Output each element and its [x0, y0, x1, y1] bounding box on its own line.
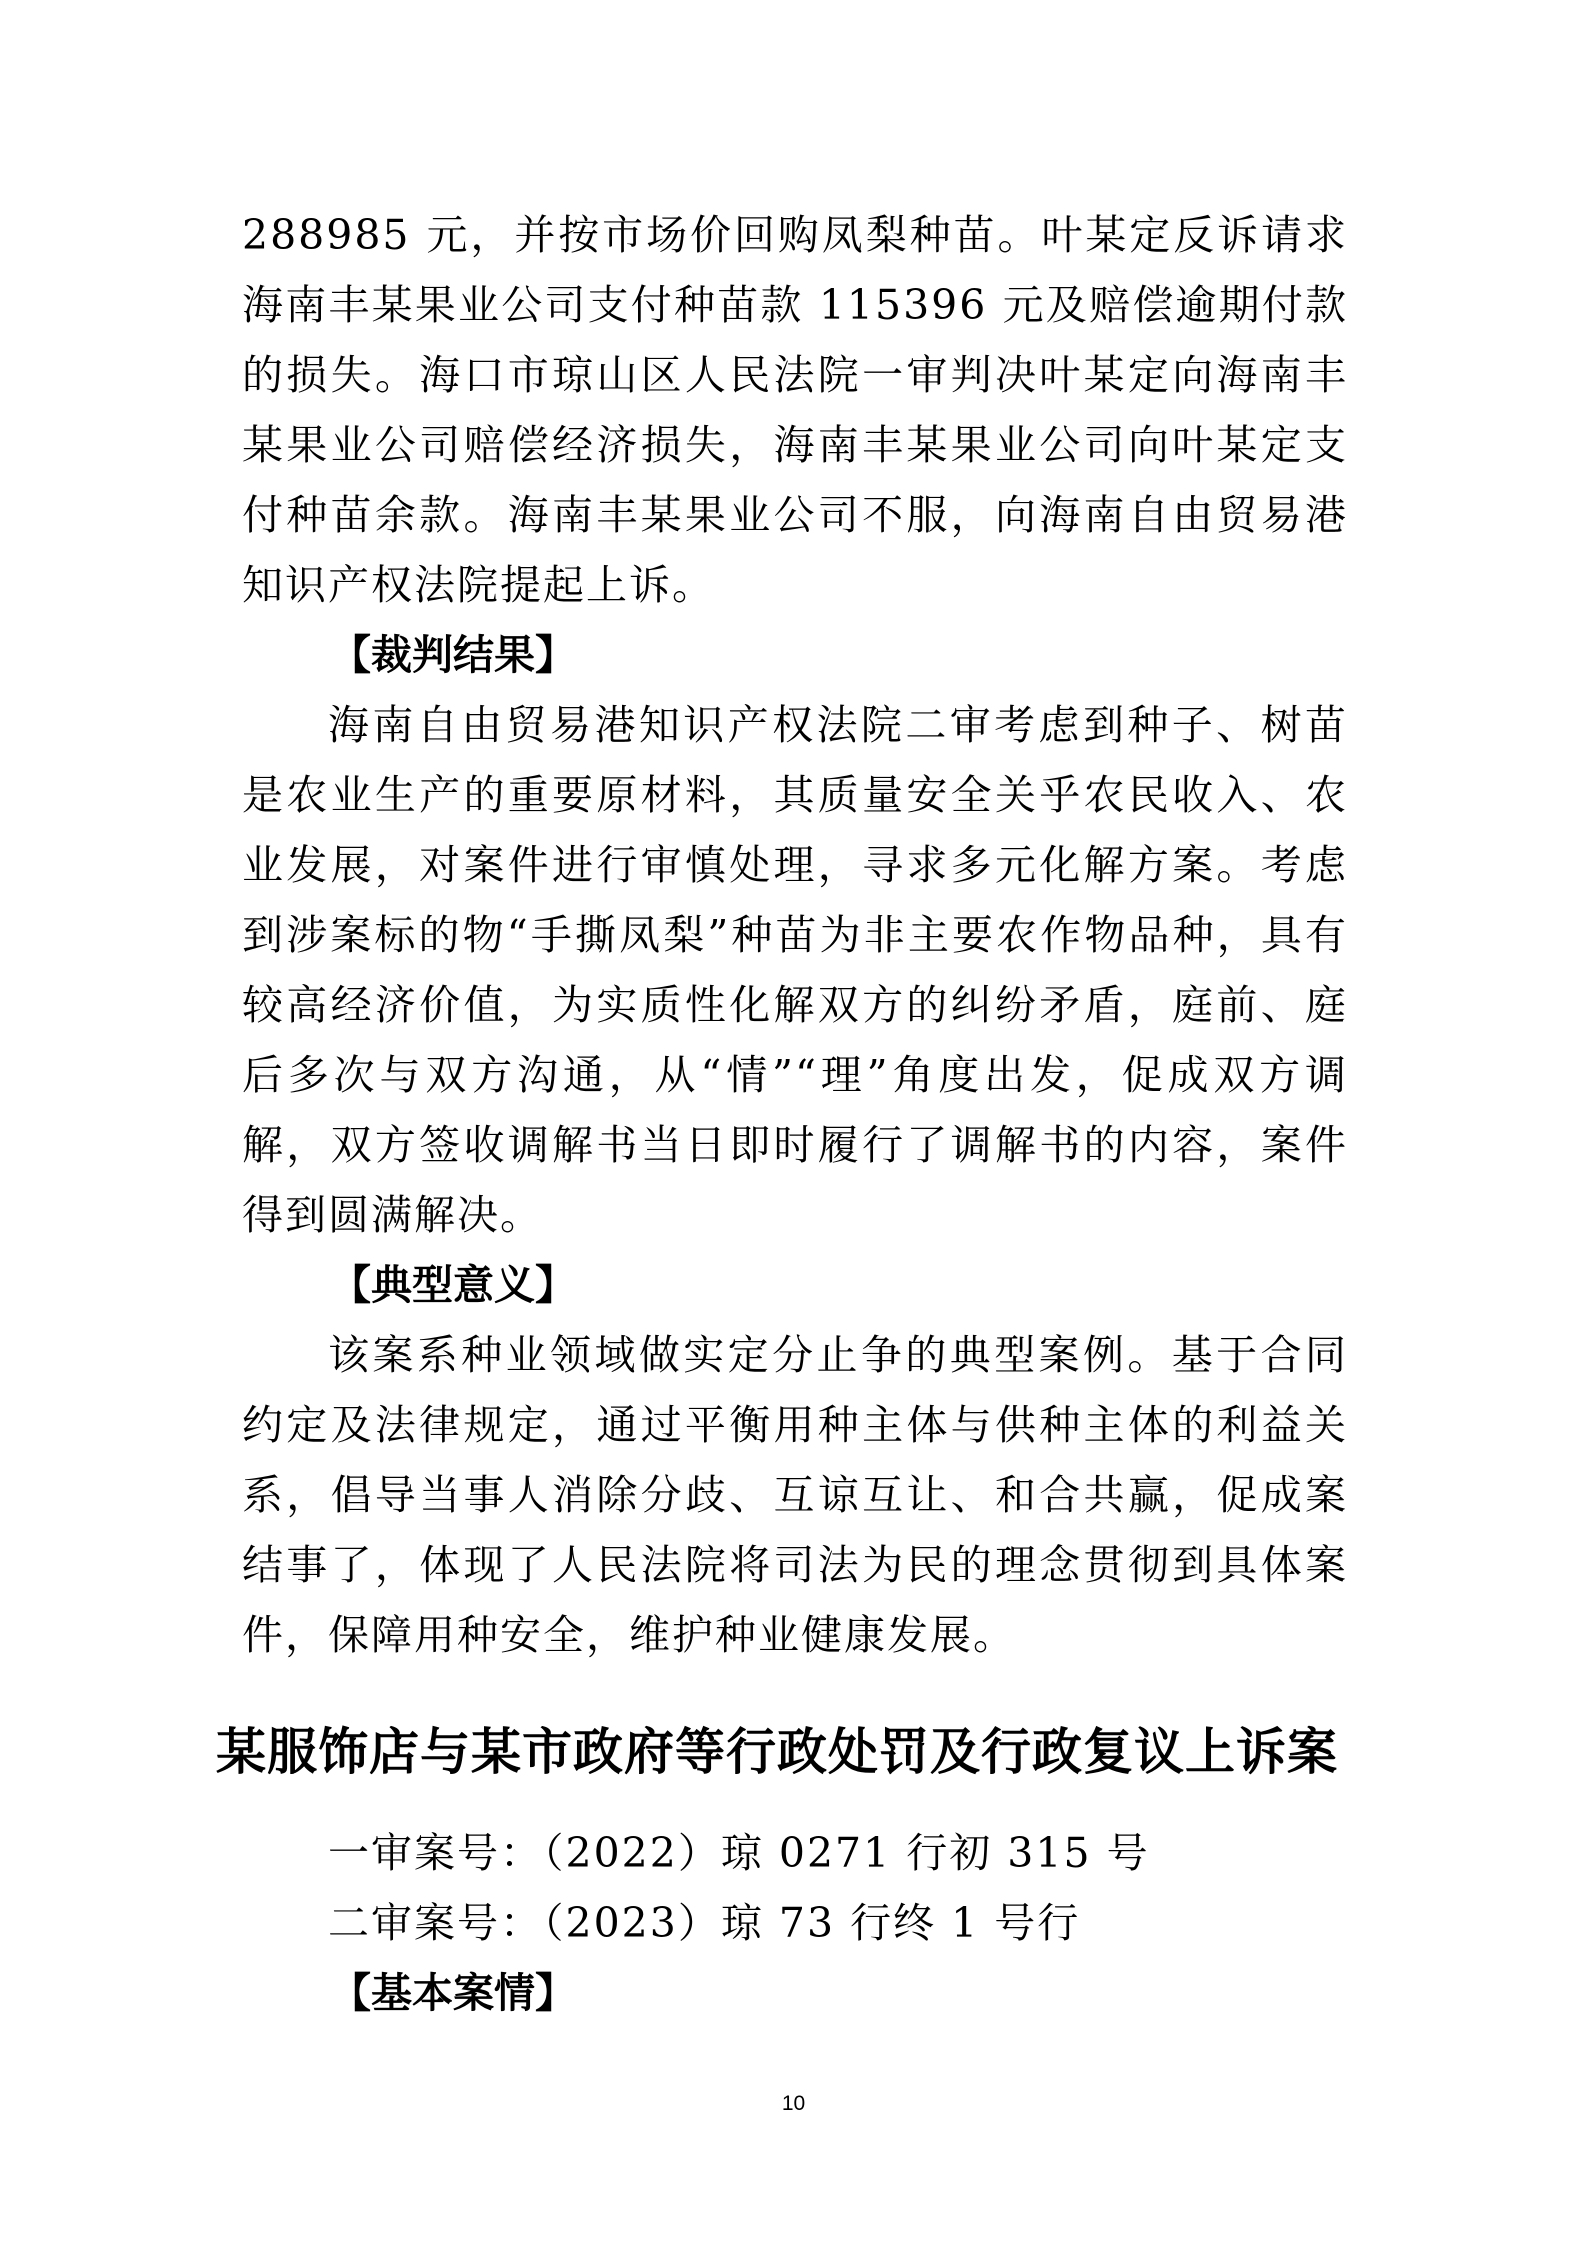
judgment-paragraph: 海南自由贸易港知识产权法院二审考虑到种子、树苗是农业生产的重要原材料，其质量安全关乎农民收入、农业发展，对案件进行审慎处理，寻求多元化解方案。考虑到涉案标的物“手撕凤梨”种苗为非主要农作物品种，具有较高经济价值，为实质性化解双方的纠纷矛盾，庭前、庭后多次与双方沟通，从“情”“理”角度出发，促成双方调解，双方签收调解书当日即时履行了调解书的内容，案件得到圆满解决。: [242, 701, 1348, 1239]
case-title: 某服饰店与某市政府等行政处罚及行政复议上诉案: [216, 1723, 1338, 1781]
judgment-heading: 【裁判结果】: [330, 631, 576, 679]
basic-facts-heading: 【基本案情】: [330, 1969, 576, 2017]
second-instance-case-number: 二审案号：（2023）琼 73 行终 1 号行: [328, 1899, 1081, 1947]
significance-heading: 【典型意义】: [330, 1261, 576, 1309]
page-number: 10: [781, 2092, 806, 2115]
page-content: [216, 200, 1348, 2028]
first-instance-case-number: 一审案号：（2022）琼 0271 行初 315 号: [328, 1829, 1150, 1877]
intro-paragraph: 288985 元，并按市场价回购凤梨种苗。叶某定反诉请求海南丰某果业公司支付种苗款 115396 元及赔偿逾期付款的损失。海口市琼山区人民法院一审判决叶某定向海南丰某果业公司赔偿经济损失，海南丰某果业公司向叶某定支付种苗余款。海南丰某果业公司不服，向海南自由贸易港知识产权法院提起上诉。: [242, 211, 1348, 609]
significance-paragraph: 该案系种业领域做实定分止争的典型案例。基于合同约定及法律规定，通过平衡用种主体与供种主体的利益关系，倡导当事人消除分歧、互谅互让、和合共赢，促成案结事了，体现了人民法院将司法为民的理念贯彻到具体案件，保障用种安全，维护种业健康发展。: [242, 1331, 1348, 1659]
